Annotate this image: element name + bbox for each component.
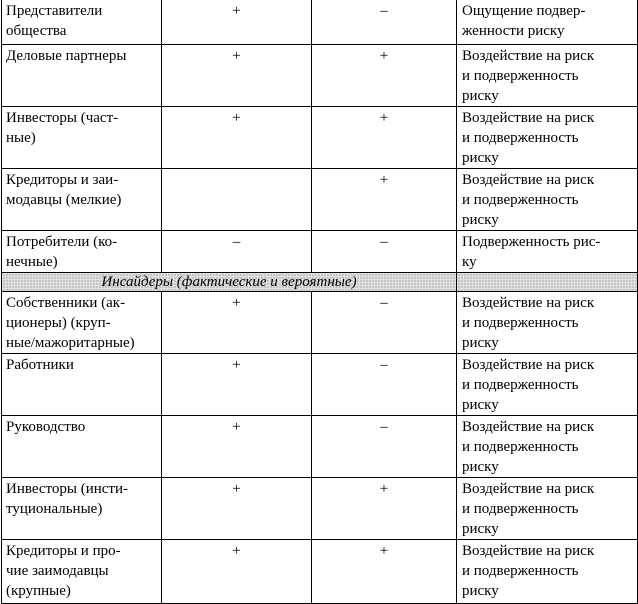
risk-description-cell: Воздействие на риск и подверженность риску xyxy=(457,292,638,354)
risk-influence-cell: + xyxy=(162,540,312,604)
risk-exposure-cell: + xyxy=(312,169,457,231)
risk-influence-cell xyxy=(162,169,312,231)
table-row xyxy=(2,478,638,540)
risk-exposure-cell: + xyxy=(312,45,457,107)
table-row xyxy=(2,354,638,416)
table-row xyxy=(2,231,638,273)
stakeholder-name-cell: Инвесторы (инсти- туциональные) xyxy=(2,478,162,540)
stakeholder-name-cell: Представители общества xyxy=(2,0,162,45)
risk-exposure-cell: – xyxy=(312,416,457,478)
table-body xyxy=(2,0,638,604)
stakeholder-name-cell: Кредиторы и про- чие заимодавцы (крупные) xyxy=(2,540,162,604)
table-row xyxy=(2,416,638,478)
risk-description-cell: Подверженность рис- ку xyxy=(457,231,638,273)
risk-description-cell: Ощущение подвер- женности риску xyxy=(457,0,638,45)
table-row xyxy=(2,292,638,354)
stakeholder-name-cell: Работники xyxy=(2,354,162,416)
stakeholder-name-cell: Деловые партнеры xyxy=(2,45,162,107)
table-row xyxy=(2,45,638,107)
table-row xyxy=(2,169,638,231)
stakeholder-name-cell: Руководство xyxy=(2,416,162,478)
stakeholder-name-cell: Инвесторы (част- ные) xyxy=(2,107,162,169)
risk-influence-cell: + xyxy=(162,107,312,169)
risk-exposure-cell: + xyxy=(312,540,457,604)
risk-exposure-cell: – xyxy=(312,231,457,273)
risk-influence-cell: + xyxy=(162,416,312,478)
risk-exposure-cell: – xyxy=(312,0,457,45)
table-row xyxy=(2,107,638,169)
risk-influence-cell: + xyxy=(162,292,312,354)
stakeholder-name-cell: Собственники (ак- ционеры) (круп- ные/мажоритарные) xyxy=(2,292,162,354)
risk-description-cell: Воздействие на риск и подверженность риску xyxy=(457,45,638,107)
risk-influence-cell: + xyxy=(162,45,312,107)
risk-description-cell: Воздействие на риск и подверженность риску xyxy=(457,416,638,478)
risk-influence-cell: – xyxy=(162,231,312,273)
risk-description-cell: Воздействие на риск и подверженность риску xyxy=(457,169,638,231)
stakeholder-risk-table xyxy=(1,0,638,604)
risk-description-cell: Воздействие на риск и подверженность риску xyxy=(457,540,638,604)
table-row xyxy=(2,0,638,45)
stakeholder-name-cell: Кредиторы и заи- модавцы (мелкие) xyxy=(2,169,162,231)
risk-influence-cell: + xyxy=(162,478,312,540)
section-title: Инсайдеры (фактические и вероятные) xyxy=(2,273,457,292)
risk-description-cell: Воздействие на риск и подверженность риску xyxy=(457,478,638,540)
risk-influence-cell: + xyxy=(162,0,312,45)
risk-exposure-cell: + xyxy=(312,107,457,169)
risk-description-cell: Воздействие на риск и подверженность риску xyxy=(457,354,638,416)
risk-exposure-cell: – xyxy=(312,354,457,416)
risk-description-cell: Воздействие на риск и подверженность риску xyxy=(457,107,638,169)
section-filler-cell xyxy=(457,273,638,292)
table-row xyxy=(2,540,638,604)
risk-exposure-cell: + xyxy=(312,478,457,540)
risk-influence-cell: + xyxy=(162,354,312,416)
section-header-row xyxy=(2,273,638,292)
risk-exposure-cell: – xyxy=(312,292,457,354)
stakeholder-name-cell: Потребители (ко- нечные) xyxy=(2,231,162,273)
